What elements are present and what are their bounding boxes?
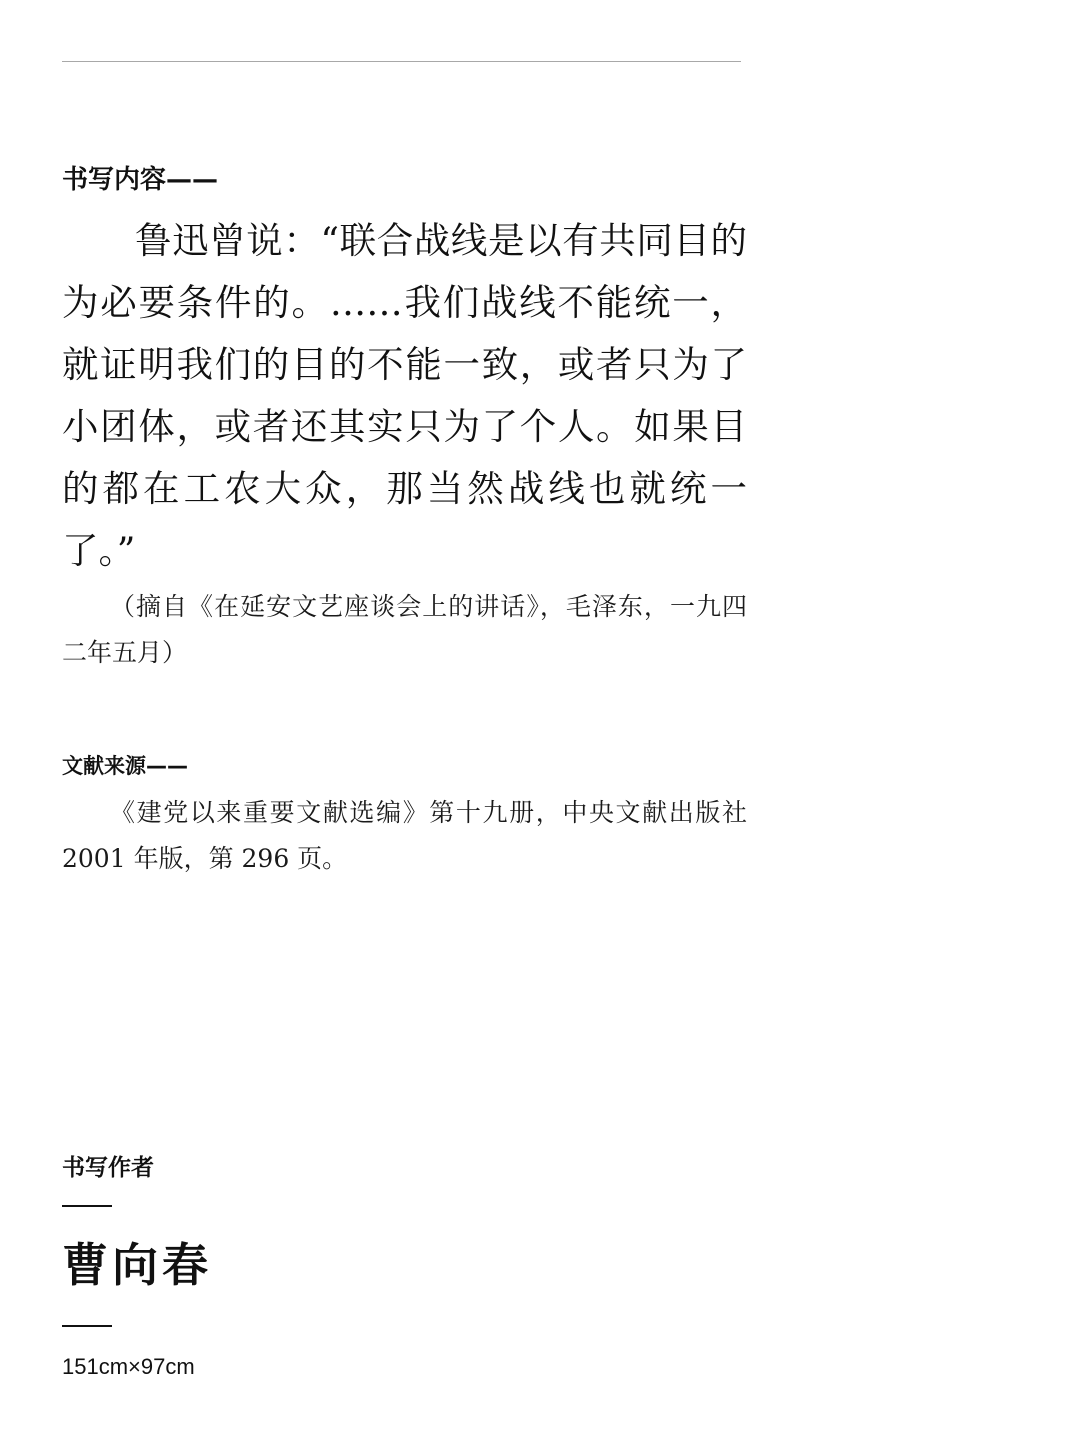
author-section-label: 书写作者 (62, 1155, 154, 1181)
source-section-label: 文献来源—— (62, 754, 188, 778)
author-name: 曹向春 (62, 1238, 212, 1292)
content-section-label: 书写内容—— (62, 165, 219, 195)
citation-text: （摘自《在延安文艺座谈会上的讲话》，毛泽东，一九四二年五月） (62, 592, 747, 667)
author-divider-top (62, 1205, 112, 1207)
artwork-dimensions: 151cm×97cm (62, 1354, 195, 1379)
quote-text: 鲁迅曾说：“联合战线是以有共同目的为必要条件的。……我们战线不能统一，就证明我们的目的不能一致，或者只为了小团体，或者还其实只为了个人。如果目的都在工农大众，那当然战线也就统一了。” (62, 219, 747, 572)
top-divider (62, 61, 741, 62)
source-text: 《建党以来重要文献选编》第十九册，中央文献出版社 2001 年版，第 296 页。 (62, 798, 747, 873)
author-divider-bottom (62, 1325, 112, 1327)
